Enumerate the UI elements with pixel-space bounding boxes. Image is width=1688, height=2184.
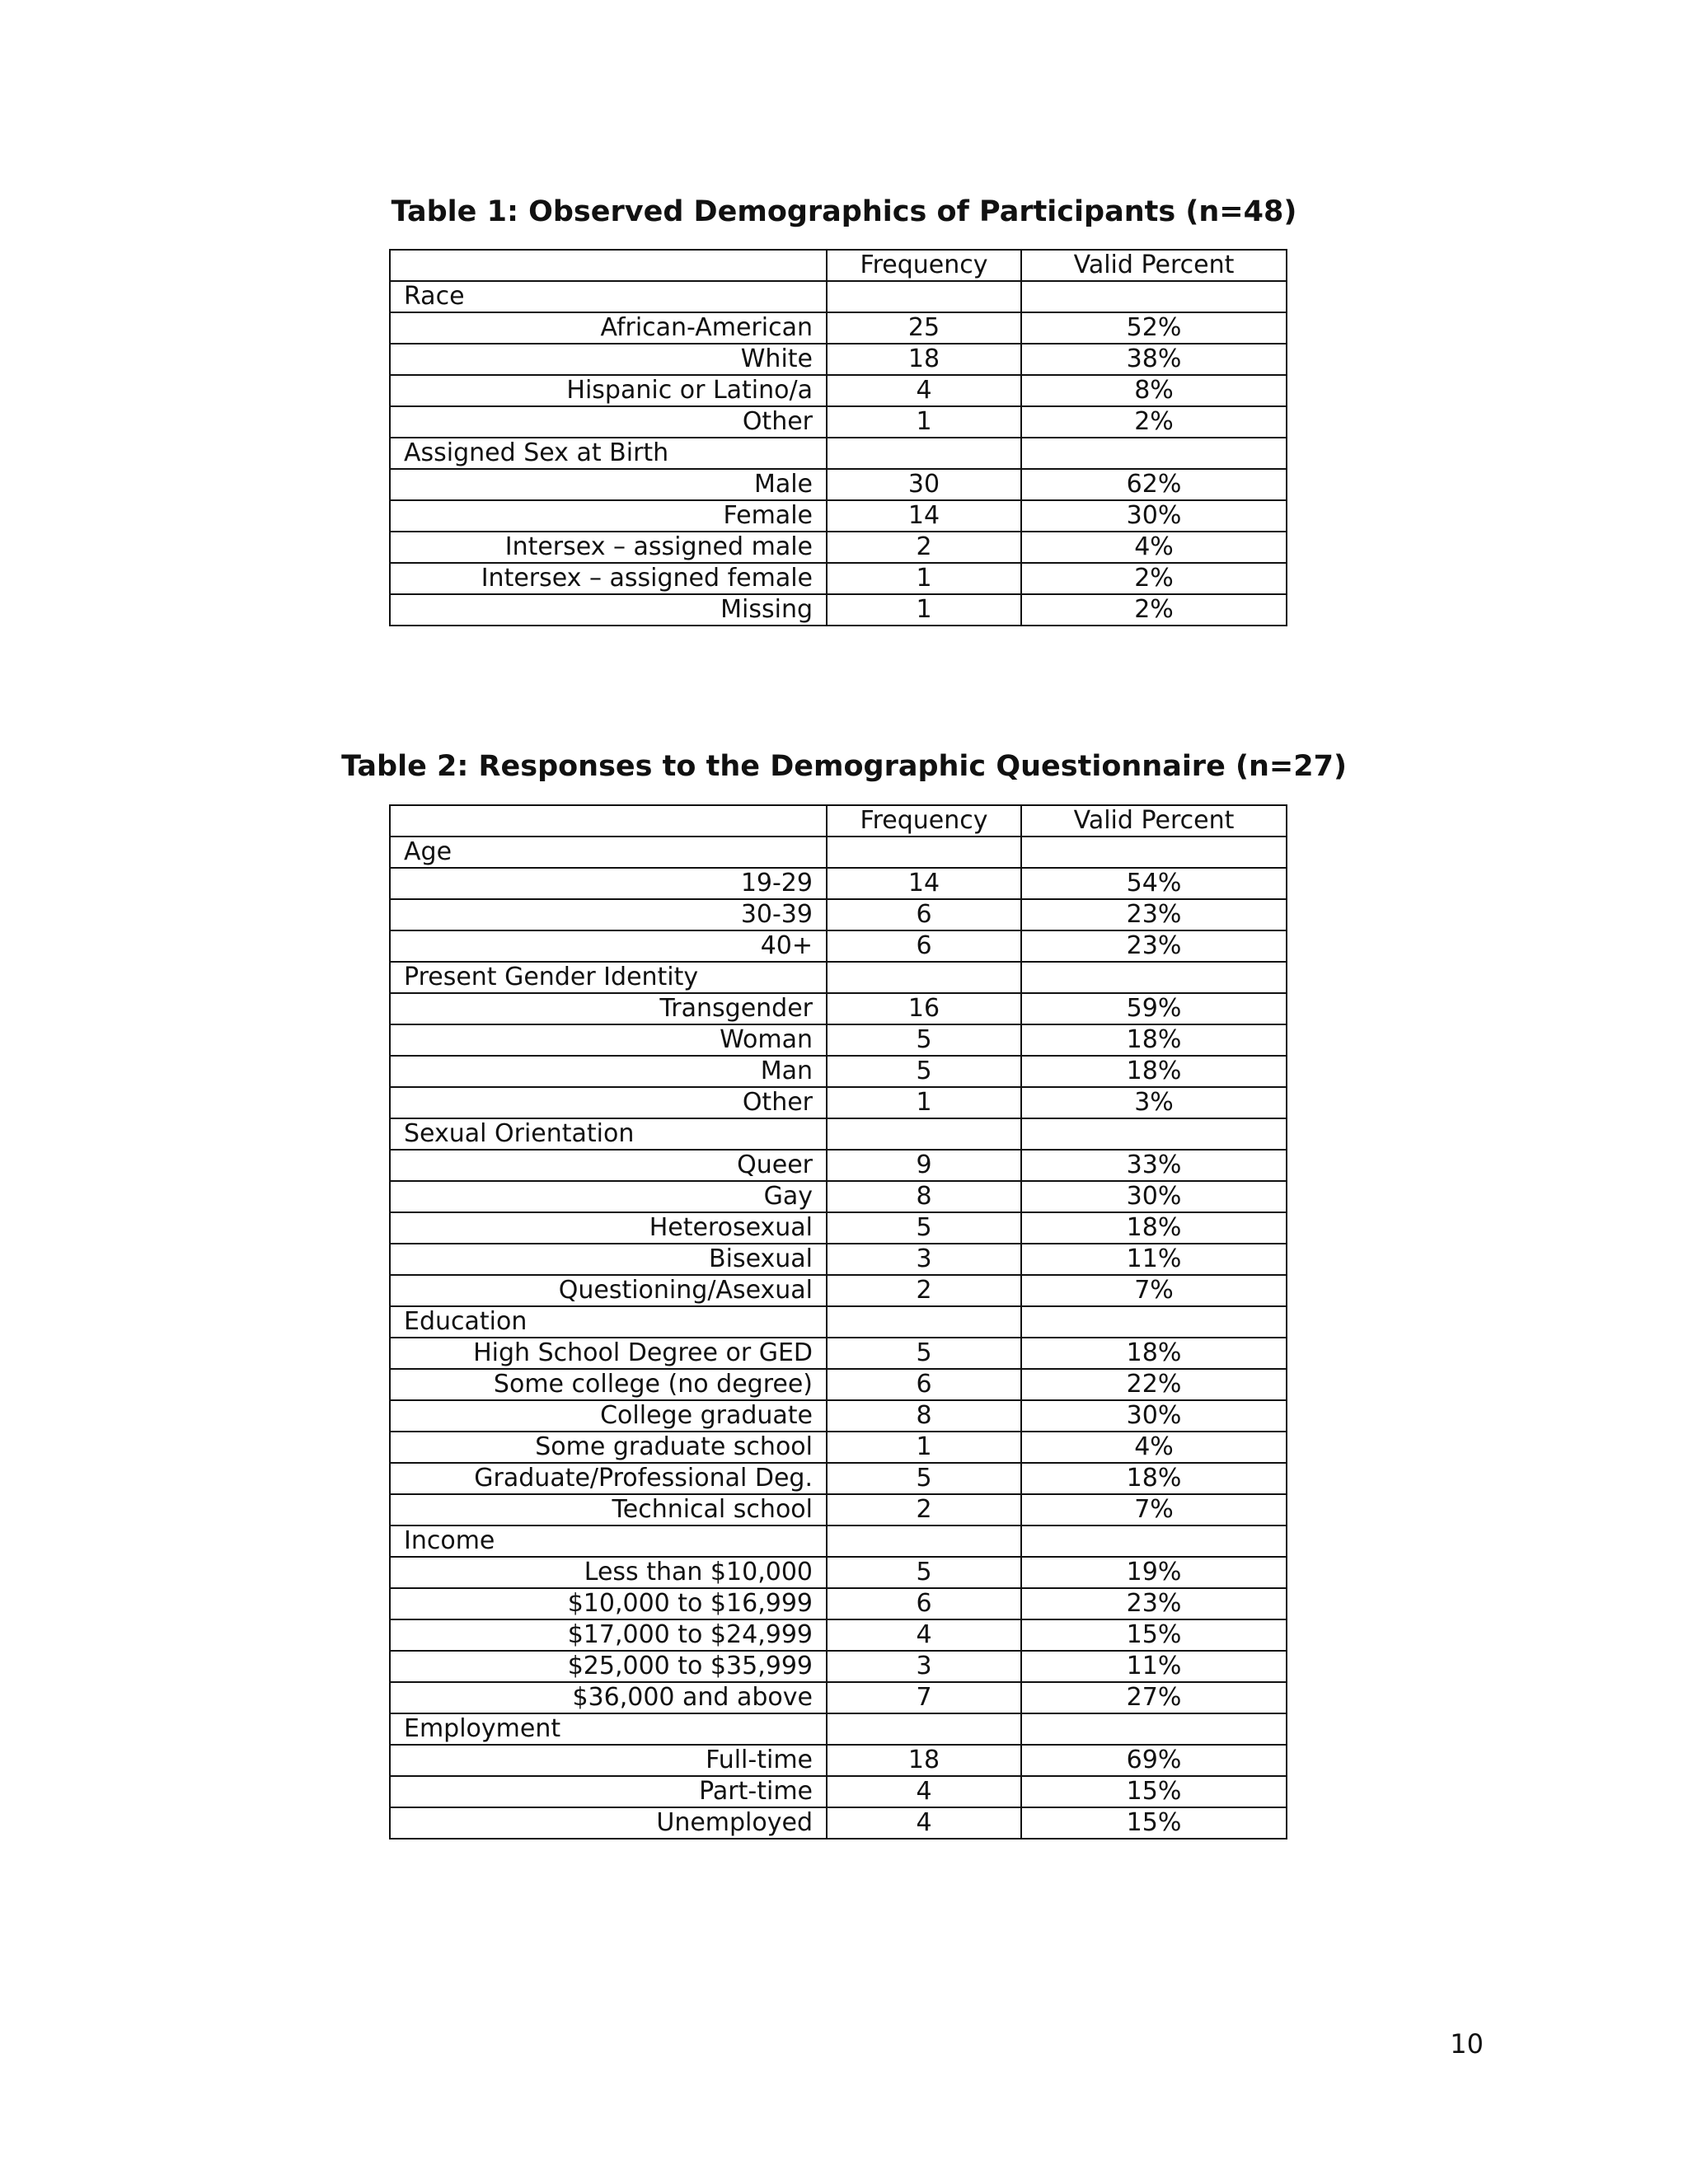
- empty-percent-cell: [1021, 1118, 1287, 1150]
- frequency-cell: 6: [827, 899, 1021, 930]
- table-row: [390, 1682, 1287, 1713]
- percent-cell: 19%: [1021, 1557, 1287, 1588]
- percent-cell: 2%: [1021, 594, 1287, 626]
- percent-cell: 15%: [1021, 1807, 1287, 1839]
- column-header-frequency: Frequency: [827, 805, 1021, 837]
- empty-percent-cell: [1021, 438, 1287, 469]
- percent-cell: 54%: [1021, 868, 1287, 899]
- row-label: Graduate/Professional Deg.: [390, 1463, 827, 1494]
- column-header-label: [390, 250, 827, 281]
- table1-header-row: [390, 250, 1287, 281]
- row-label: Technical school: [390, 1494, 827, 1526]
- percent-cell: 7%: [1021, 1494, 1287, 1526]
- percent-cell: 4%: [1021, 1432, 1287, 1463]
- category-label: Sexual Orientation: [390, 1118, 827, 1150]
- table-row: [390, 1181, 1287, 1212]
- row-label: Woman: [390, 1024, 827, 1056]
- category-label: Age: [390, 837, 827, 868]
- percent-cell: 18%: [1021, 1463, 1287, 1494]
- table-row: [390, 469, 1287, 500]
- percent-cell: 23%: [1021, 930, 1287, 962]
- table-row: [390, 594, 1287, 626]
- percent-cell: 59%: [1021, 993, 1287, 1024]
- empty-percent-cell: [1021, 1306, 1287, 1338]
- percent-cell: 38%: [1021, 344, 1287, 375]
- category-label: Education: [390, 1306, 827, 1338]
- frequency-cell: 25: [827, 312, 1021, 344]
- row-label: Unemployed: [390, 1807, 827, 1839]
- table2-title: Table 2: Responses to the Demographic Questionnaire (n=27): [341, 750, 1347, 783]
- percent-cell: 30%: [1021, 500, 1287, 532]
- row-label: College graduate: [390, 1400, 827, 1432]
- frequency-cell: 1: [827, 406, 1021, 438]
- percent-cell: 15%: [1021, 1619, 1287, 1651]
- percent-cell: 3%: [1021, 1087, 1287, 1118]
- table-row: [390, 375, 1287, 406]
- row-label: Male: [390, 469, 827, 500]
- frequency-cell: 1: [827, 1087, 1021, 1118]
- table-row: [390, 344, 1287, 375]
- frequency-cell: 2: [827, 1275, 1021, 1306]
- row-label: $10,000 to $16,999: [390, 1588, 827, 1619]
- frequency-cell: 4: [827, 1807, 1021, 1839]
- percent-cell: 7%: [1021, 1275, 1287, 1306]
- percent-cell: 23%: [1021, 1588, 1287, 1619]
- frequency-cell: 6: [827, 930, 1021, 962]
- percent-cell: 23%: [1021, 899, 1287, 930]
- category-row: [390, 1713, 1287, 1745]
- row-label: $17,000 to $24,999: [390, 1619, 827, 1651]
- frequency-cell: 3: [827, 1651, 1021, 1682]
- category-row: [390, 962, 1287, 993]
- empty-frequency-cell: [827, 1526, 1021, 1557]
- table-row: [390, 1432, 1287, 1463]
- table2-body: [390, 837, 1287, 1839]
- empty-percent-cell: [1021, 1713, 1287, 1745]
- table-row: [390, 1056, 1287, 1087]
- percent-cell: 18%: [1021, 1212, 1287, 1244]
- row-label: Man: [390, 1056, 827, 1087]
- frequency-cell: 6: [827, 1588, 1021, 1619]
- category-label: Race: [390, 281, 827, 312]
- empty-frequency-cell: [827, 962, 1021, 993]
- frequency-cell: 14: [827, 500, 1021, 532]
- empty-frequency-cell: [827, 837, 1021, 868]
- row-label: Queer: [390, 1150, 827, 1181]
- table2: [389, 804, 1287, 1840]
- empty-percent-cell: [1021, 1526, 1287, 1557]
- row-label: Hispanic or Latino/a: [390, 375, 827, 406]
- table-row: [390, 1212, 1287, 1244]
- percent-cell: 52%: [1021, 312, 1287, 344]
- percent-cell: 30%: [1021, 1181, 1287, 1212]
- table-row: [390, 899, 1287, 930]
- row-label: Intersex – assigned female: [390, 563, 827, 594]
- column-header-frequency: Frequency: [827, 250, 1021, 281]
- frequency-cell: 2: [827, 532, 1021, 563]
- table-row: [390, 500, 1287, 532]
- table-row: [390, 1651, 1287, 1682]
- category-row: [390, 1306, 1287, 1338]
- table-row: [390, 1244, 1287, 1275]
- table-row: [390, 993, 1287, 1024]
- frequency-cell: 5: [827, 1557, 1021, 1588]
- column-header-valid-percent: Valid Percent: [1021, 805, 1287, 837]
- table-row: [390, 312, 1287, 344]
- empty-frequency-cell: [827, 438, 1021, 469]
- table-row: [390, 406, 1287, 438]
- column-header-label: [390, 805, 827, 837]
- table-row: [390, 1463, 1287, 1494]
- percent-cell: 11%: [1021, 1244, 1287, 1275]
- row-label: Bisexual: [390, 1244, 827, 1275]
- frequency-cell: 8: [827, 1181, 1021, 1212]
- table-row: [390, 1776, 1287, 1807]
- empty-percent-cell: [1021, 281, 1287, 312]
- empty-percent-cell: [1021, 962, 1287, 993]
- row-label: Female: [390, 500, 827, 532]
- table-row: [390, 563, 1287, 594]
- frequency-cell: 14: [827, 868, 1021, 899]
- table-row: [390, 1400, 1287, 1432]
- row-label: Transgender: [390, 993, 827, 1024]
- table-row: [390, 930, 1287, 962]
- category-label: Assigned Sex at Birth: [390, 438, 827, 469]
- table1-title: Table 1: Observed Demographics of Participants (n=48): [391, 195, 1297, 228]
- row-label: Some graduate school: [390, 1432, 827, 1463]
- row-label: Intersex – assigned male: [390, 532, 827, 563]
- row-label: Missing: [390, 594, 827, 626]
- category-row: [390, 837, 1287, 868]
- column-header-valid-percent: Valid Percent: [1021, 250, 1287, 281]
- row-label: $25,000 to $35,999: [390, 1651, 827, 1682]
- category-row: [390, 438, 1287, 469]
- frequency-cell: 5: [827, 1338, 1021, 1369]
- row-label: Gay: [390, 1181, 827, 1212]
- percent-cell: 15%: [1021, 1776, 1287, 1807]
- row-label: Some college (no degree): [390, 1369, 827, 1400]
- row-label: Other: [390, 406, 827, 438]
- frequency-cell: 9: [827, 1150, 1021, 1181]
- table-row: [390, 868, 1287, 899]
- row-label: 40+: [390, 930, 827, 962]
- table-row: [390, 532, 1287, 563]
- row-label: High School Degree or GED: [390, 1338, 827, 1369]
- category-row: [390, 1118, 1287, 1150]
- table-row: [390, 1087, 1287, 1118]
- percent-cell: 62%: [1021, 469, 1287, 500]
- frequency-cell: 18: [827, 1745, 1021, 1776]
- table-row: [390, 1619, 1287, 1651]
- percent-cell: 69%: [1021, 1745, 1287, 1776]
- frequency-cell: 5: [827, 1024, 1021, 1056]
- table2-header-row: [390, 805, 1287, 837]
- percent-cell: 33%: [1021, 1150, 1287, 1181]
- table-row: [390, 1807, 1287, 1839]
- table-row: [390, 1369, 1287, 1400]
- frequency-cell: 4: [827, 375, 1021, 406]
- percent-cell: 8%: [1021, 375, 1287, 406]
- percent-cell: 30%: [1021, 1400, 1287, 1432]
- empty-frequency-cell: [827, 1118, 1021, 1150]
- row-label: 19-29: [390, 868, 827, 899]
- category-label: Present Gender Identity: [390, 962, 827, 993]
- frequency-cell: 16: [827, 993, 1021, 1024]
- frequency-cell: 7: [827, 1682, 1021, 1713]
- frequency-cell: 4: [827, 1619, 1021, 1651]
- row-label: White: [390, 344, 827, 375]
- frequency-cell: 5: [827, 1212, 1021, 1244]
- empty-frequency-cell: [827, 1306, 1021, 1338]
- row-label: African-American: [390, 312, 827, 344]
- percent-cell: 27%: [1021, 1682, 1287, 1713]
- table-row: [390, 1338, 1287, 1369]
- row-label: Heterosexual: [390, 1212, 827, 1244]
- empty-frequency-cell: [827, 1713, 1021, 1745]
- percent-cell: 2%: [1021, 406, 1287, 438]
- empty-frequency-cell: [827, 281, 1021, 312]
- frequency-cell: 1: [827, 563, 1021, 594]
- percent-cell: 22%: [1021, 1369, 1287, 1400]
- frequency-cell: 1: [827, 1432, 1021, 1463]
- category-row: [390, 1526, 1287, 1557]
- percent-cell: 11%: [1021, 1651, 1287, 1682]
- percent-cell: 18%: [1021, 1338, 1287, 1369]
- table1-body: [390, 281, 1287, 626]
- table1: [389, 249, 1287, 626]
- percent-cell: 18%: [1021, 1024, 1287, 1056]
- row-label: $36,000 and above: [390, 1682, 827, 1713]
- category-label: Income: [390, 1526, 827, 1557]
- frequency-cell: 5: [827, 1056, 1021, 1087]
- table-row: [390, 1024, 1287, 1056]
- table-row: [390, 1150, 1287, 1181]
- category-row: [390, 281, 1287, 312]
- percent-cell: 2%: [1021, 563, 1287, 594]
- frequency-cell: 18: [827, 344, 1021, 375]
- percent-cell: 4%: [1021, 532, 1287, 563]
- table-row: [390, 1275, 1287, 1306]
- frequency-cell: 3: [827, 1244, 1021, 1275]
- page-number: 10: [1450, 2028, 1484, 2060]
- row-label: Part-time: [390, 1776, 827, 1807]
- row-label: 30-39: [390, 899, 827, 930]
- row-label: Full-time: [390, 1745, 827, 1776]
- frequency-cell: 30: [827, 469, 1021, 500]
- category-label: Employment: [390, 1713, 827, 1745]
- frequency-cell: 1: [827, 594, 1021, 626]
- frequency-cell: 2: [827, 1494, 1021, 1526]
- row-label: Other: [390, 1087, 827, 1118]
- frequency-cell: 6: [827, 1369, 1021, 1400]
- table-row: [390, 1588, 1287, 1619]
- table-row: [390, 1494, 1287, 1526]
- frequency-cell: 5: [827, 1463, 1021, 1494]
- row-label: Less than $10,000: [390, 1557, 827, 1588]
- frequency-cell: 8: [827, 1400, 1021, 1432]
- frequency-cell: 4: [827, 1776, 1021, 1807]
- table-row: [390, 1557, 1287, 1588]
- table-row: [390, 1745, 1287, 1776]
- row-label: Questioning/Asexual: [390, 1275, 827, 1306]
- empty-percent-cell: [1021, 837, 1287, 868]
- percent-cell: 18%: [1021, 1056, 1287, 1087]
